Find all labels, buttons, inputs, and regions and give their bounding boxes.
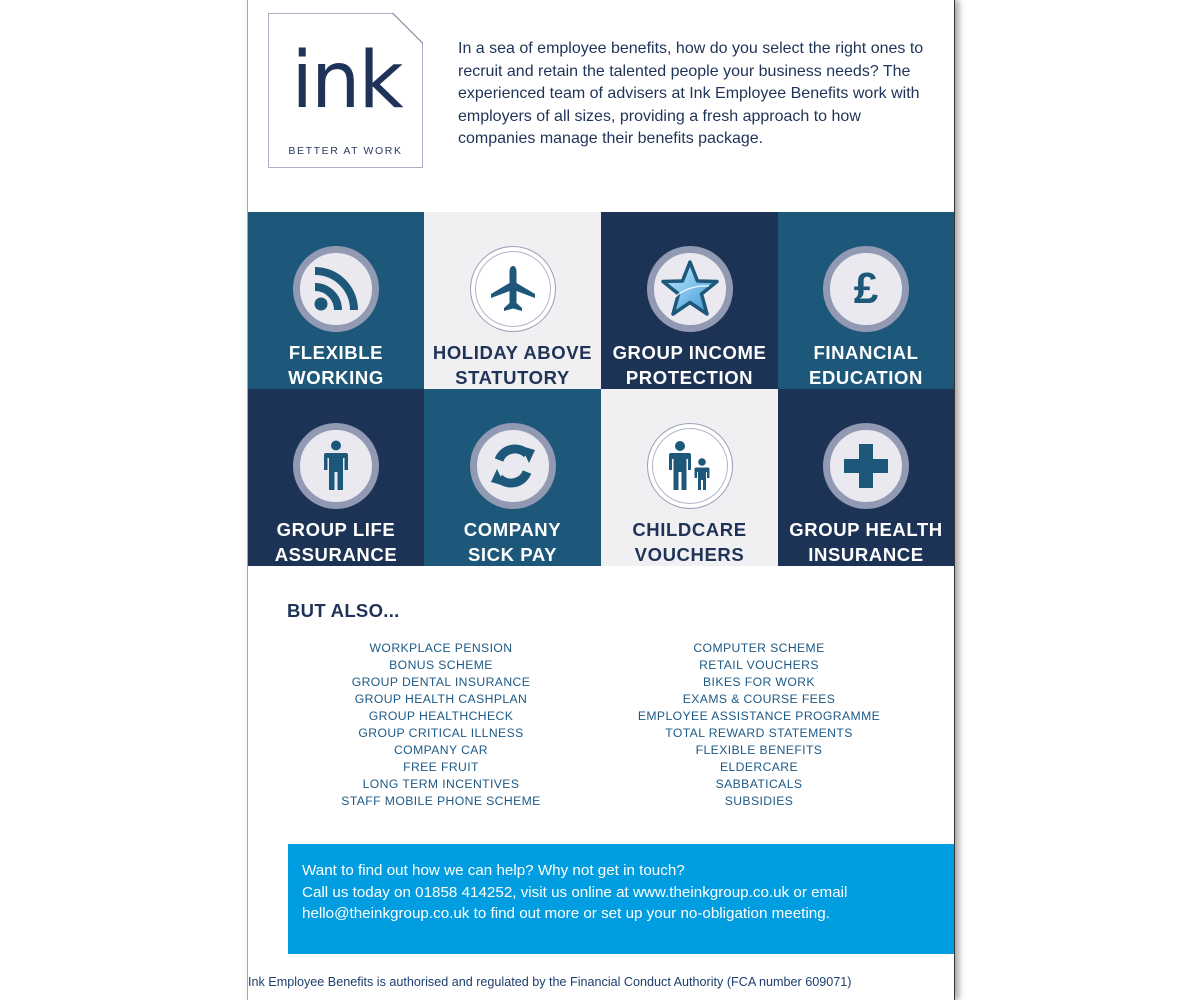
benefit-tile-group-health-insurance	[778, 389, 954, 566]
logo-wordmark: ink	[291, 36, 402, 126]
list-item: ELDERCARE	[719, 760, 799, 774]
flyer-page	[247, 0, 955, 1000]
benefit-tile-company-sick-pay	[424, 389, 601, 566]
list-item: GROUP HEALTHCHECK	[368, 709, 514, 723]
pound-sign-icon: £	[823, 246, 909, 332]
benefit-label: HOLIDAY ABOVE STATUTORY	[432, 342, 593, 388]
list-item: COMPANY CAR	[393, 743, 488, 757]
benefit-label: GROUP INCOME PROTECTION	[612, 342, 767, 388]
contact-call-to-action	[288, 844, 954, 954]
star-icon	[647, 246, 733, 332]
but-also-heading: BUT ALSO...	[287, 600, 400, 621]
list-item: BONUS SCHEME	[389, 658, 493, 672]
person-icon	[293, 423, 379, 509]
list-item: GROUP DENTAL INSURANCE	[351, 675, 531, 689]
additional-benefits-list-left	[308, 640, 574, 810]
benefit-tile-childcare-vouchers	[601, 389, 778, 566]
medical-cross-icon	[823, 423, 909, 509]
logo-tagline: BETTER AT WORK	[288, 145, 403, 157]
benefit-tile-group-income-protection	[601, 212, 778, 389]
benefit-label: COMPANY SICK PAY	[463, 519, 562, 565]
additional-benefits-list-right	[624, 640, 894, 810]
list-item: LONG TERM INCENTIVES	[362, 777, 520, 791]
benefit-tile-financial-education	[778, 212, 954, 389]
wifi-signal-icon	[293, 246, 379, 332]
benefit-label: GROUP HEALTH INSURANCE	[789, 519, 943, 565]
cta-line-2: Call us today on 01858 414252, visit us online at www.theinkgroup.co.uk or email	[302, 883, 848, 901]
list-item: SABBATICALS	[715, 777, 803, 791]
airplane-icon	[470, 246, 556, 332]
benefit-label: FINANCIAL EDUCATION	[809, 342, 923, 388]
list-item: TOTAL REWARD STATEMENTS	[665, 726, 853, 740]
ink-logo	[268, 13, 423, 168]
benefit-tile-flexible-working	[248, 212, 424, 389]
cta-line-3: hello@theinkgroup.co.uk to find out more or set up your no-obligation meeting.	[302, 905, 830, 922]
adult-child-icon	[647, 423, 733, 509]
list-item: WORKPLACE PENSION	[369, 641, 513, 655]
benefit-tile-group-life-assurance	[248, 389, 424, 566]
benefit-tile-holiday-above-statutory	[424, 212, 601, 389]
list-item: EMPLOYEE ASSISTANCE PROGRAMME	[637, 709, 881, 723]
cta-line-1: Want to find out how we can help? Why not get in touch?	[302, 862, 685, 879]
list-item: STAFF MOBILE PHONE SCHEME	[341, 794, 541, 808]
benefits-grid	[248, 212, 954, 566]
benefit-label: CHILDCARE VOUCHERS	[632, 519, 747, 565]
intro-paragraph: In a sea of employee benefits, how do you select the right ones to recruit and retain the talented people your business needs? The experienced team of advisers at Ink Employee Benefits work with employers of all sizes, providing a fresh approach to how companies manage their benefits package.	[458, 40, 924, 147]
refresh-arrows-icon	[470, 423, 556, 509]
regulatory-footer: Ink Employee Benefits is authorised and regulated by the Financial Conduct Authority (FCA number 609071)	[248, 975, 852, 989]
list-item: FREE FRUIT	[403, 760, 479, 774]
list-item: FLEXIBLE BENEFITS	[695, 743, 823, 757]
list-item: COMPUTER SCHEME	[693, 641, 825, 655]
benefit-label: GROUP LIFE ASSURANCE	[274, 519, 398, 565]
list-item: BIKES FOR WORK	[703, 675, 815, 689]
list-item: RETAIL VOUCHERS	[699, 658, 819, 672]
benefit-label: FLEXIBLE WORKING	[288, 342, 384, 388]
list-item: GROUP CRITICAL ILLNESS	[358, 726, 524, 740]
list-item: EXAMS & COURSE FEES	[682, 692, 836, 706]
list-item: SUBSIDIES	[724, 794, 794, 808]
list-item: GROUP HEALTH CASHPLAN	[354, 692, 528, 706]
